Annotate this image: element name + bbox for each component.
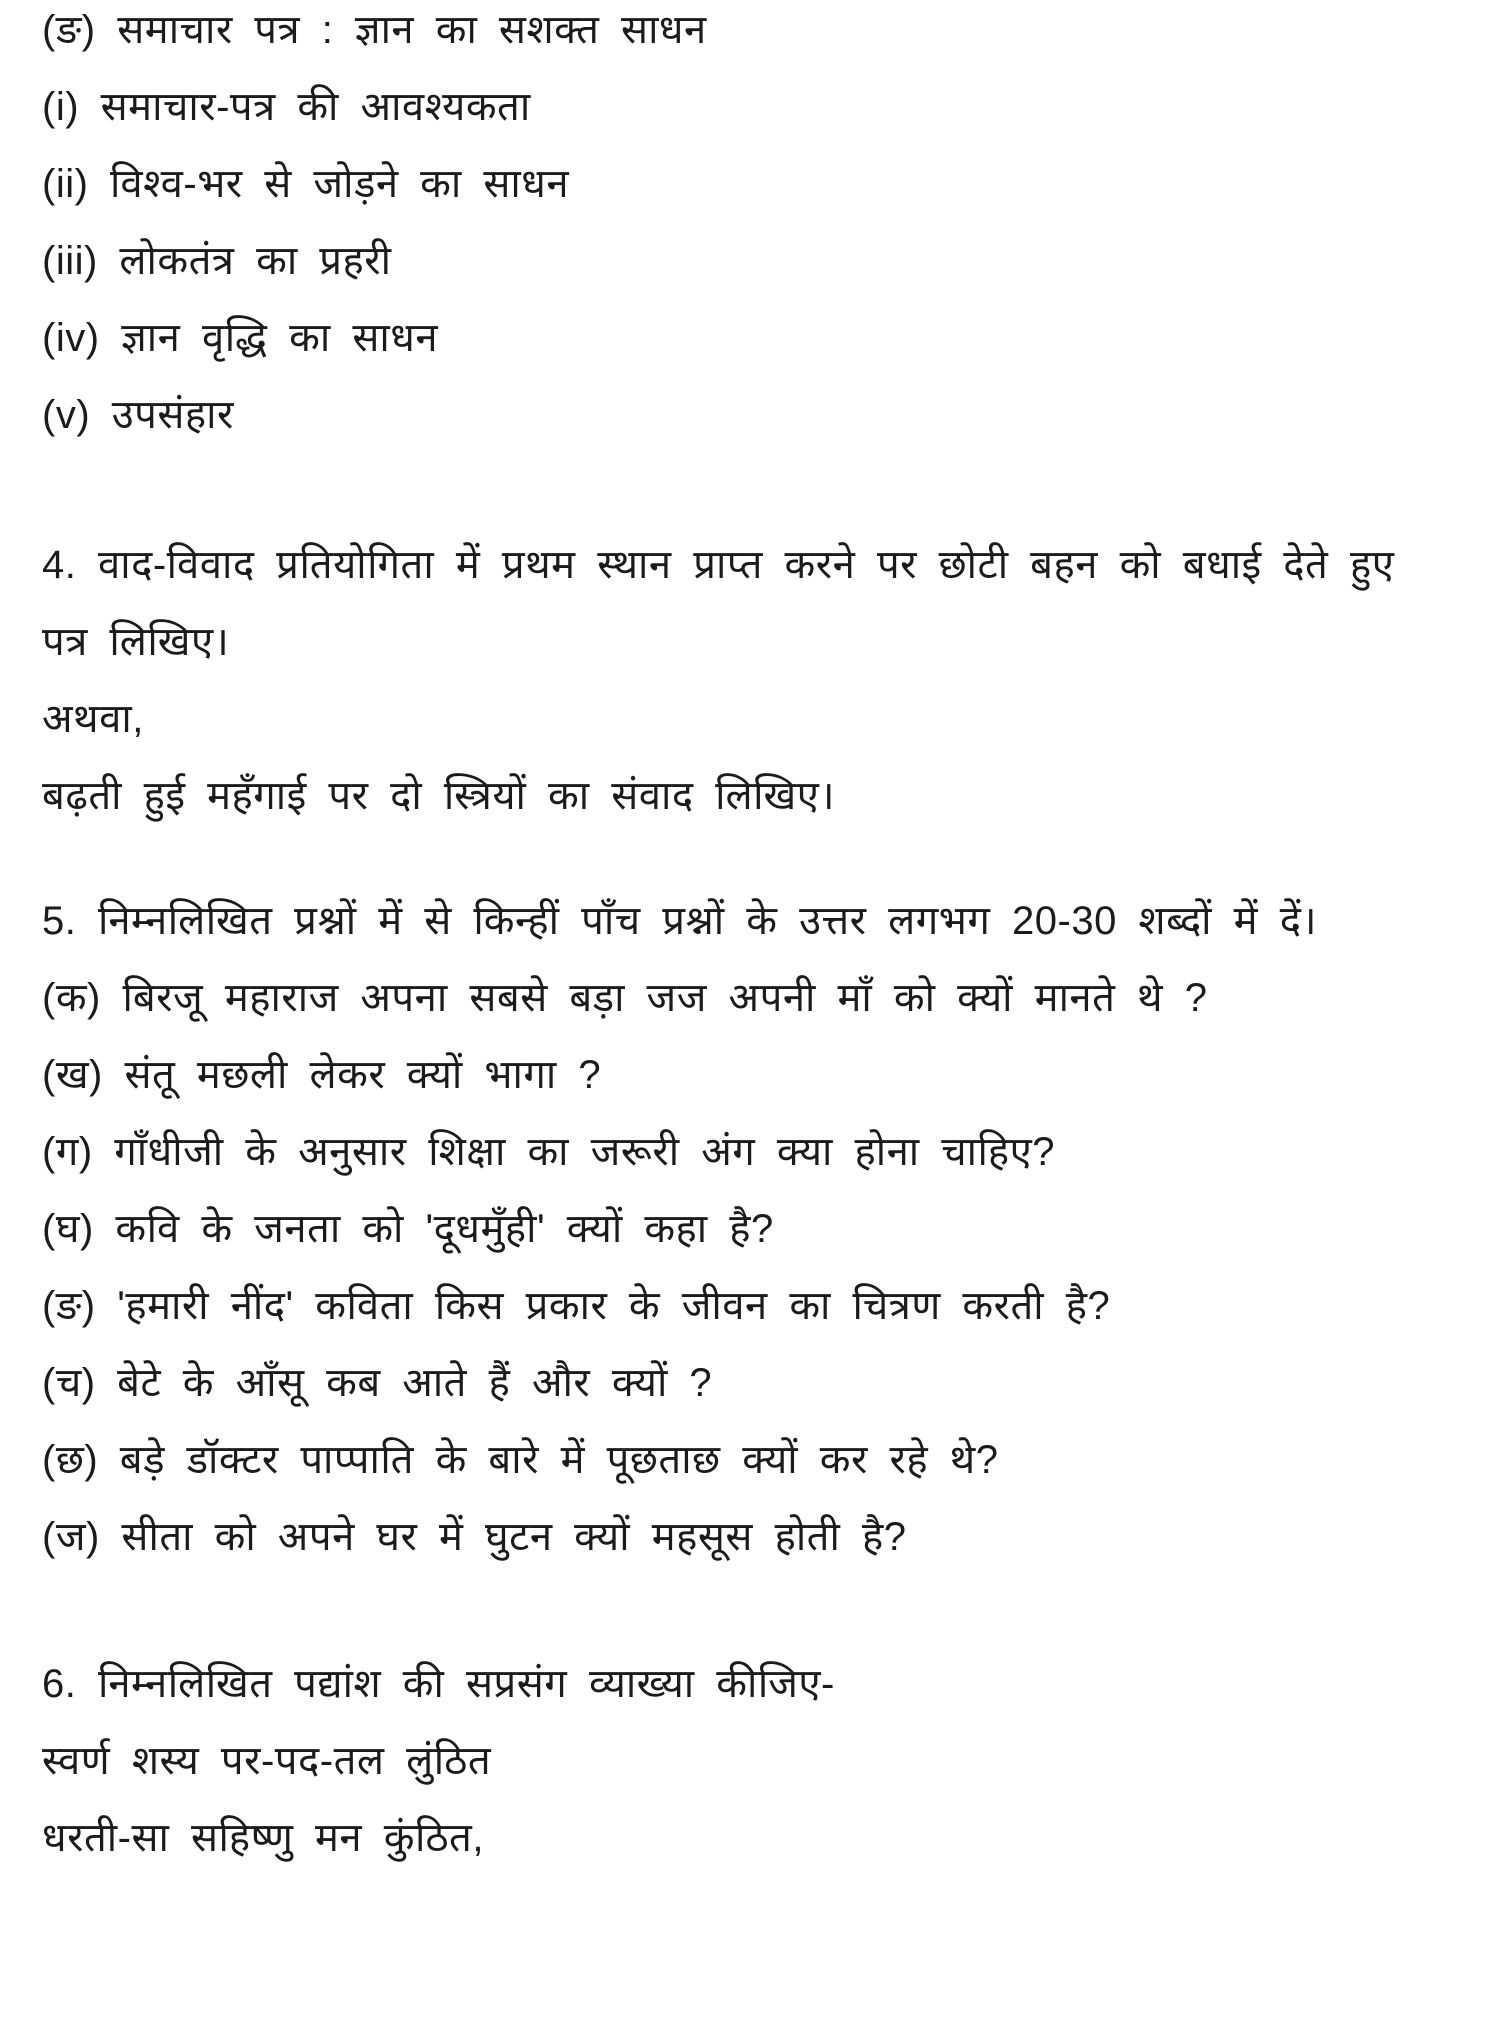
verse-line-2: धरती-सा सहिष्णु मन कुंठित,: [42, 1816, 484, 1860]
question-5-item-cha: (च) बेटे के आँसू कब आते हैं और क्यों ?: [42, 1361, 713, 1405]
question-5-item-nga: (ङ) 'हमारी नींद' कविता किस प्रकार के जीवन का चित्रण करती है?: [42, 1284, 1111, 1328]
question-4-text-line-2: पत्र लिखिए।: [42, 620, 230, 664]
question-6-section: [42, 1658, 1475, 1864]
verse-line-1: स्वर्ण शस्य पर-पद-तल लुंठित: [42, 1739, 492, 1783]
essay-outline-section: [42, 4, 1475, 441]
or-separator: अथवा,: [42, 697, 144, 741]
question-5-item-ga: (ग) गाँधीजी के अनुसार शिक्षा का जरूरी अंग क्या होना चाहिए?: [42, 1130, 1055, 1174]
question-5-item-ja: (ज) सीता को अपने घर में घुटन क्यों महसूस होती है?: [42, 1515, 907, 1559]
outline-item-3: (iii) लोकतंत्र का प्रहरी: [42, 239, 392, 283]
outline-item-2: (ii) विश्व-भर से जोड़ने का साधन: [42, 162, 570, 206]
question-6-intro: 6. निम्नलिखित पद्यांश की सप्रसंग व्याख्या कीजिए-: [42, 1662, 835, 1706]
question-5-item-gha: (घ) कवि के जनता को 'दूधमुँही' क्यों कहा है?: [42, 1207, 774, 1251]
question-5-intro: 5. निम्नलिखित प्रश्नों में से किन्हीं पाँच प्रश्नों के उत्तर लगभग 20-30 शब्दों में दें।: [42, 899, 1318, 943]
outline-item-4: (iv) ज्ञान वृद्धि का साधन: [42, 316, 439, 360]
outline-item-5: (v) उपसंहार: [42, 393, 234, 437]
outline-heading: (ङ) समाचार पत्र : ज्ञान का सशक्त साधन: [42, 8, 707, 52]
question-5-section: [42, 895, 1475, 1563]
question-5-item-chha: (छ) बड़े डॉक्टर पाप्पाति के बारे में पूछताछ क्यों कर रहे थे?: [42, 1438, 999, 1482]
question-5-item-kha: (ख) संतू मछली लेकर क्यों भागा ?: [42, 1053, 602, 1097]
outline-item-1: (i) समाचार-पत्र की आवश्यकता: [42, 85, 531, 129]
question-4-alternative-text: बढ़ती हुई महँगाई पर दो स्त्रियों का संवाद लिखिए।: [42, 774, 836, 818]
question-5-item-ka: (क) बिरजू महाराज अपना सबसे बड़ा जज अपनी माँ को क्यों मानते थे ?: [42, 976, 1208, 1020]
question-4-text-line-1: 4. वाद-विवाद प्रतियोगिता में प्रथम स्थान प्राप्त करने पर छोटी बहन को बधाई देते हुए: [42, 543, 1395, 587]
question-4-section: [42, 539, 1475, 822]
